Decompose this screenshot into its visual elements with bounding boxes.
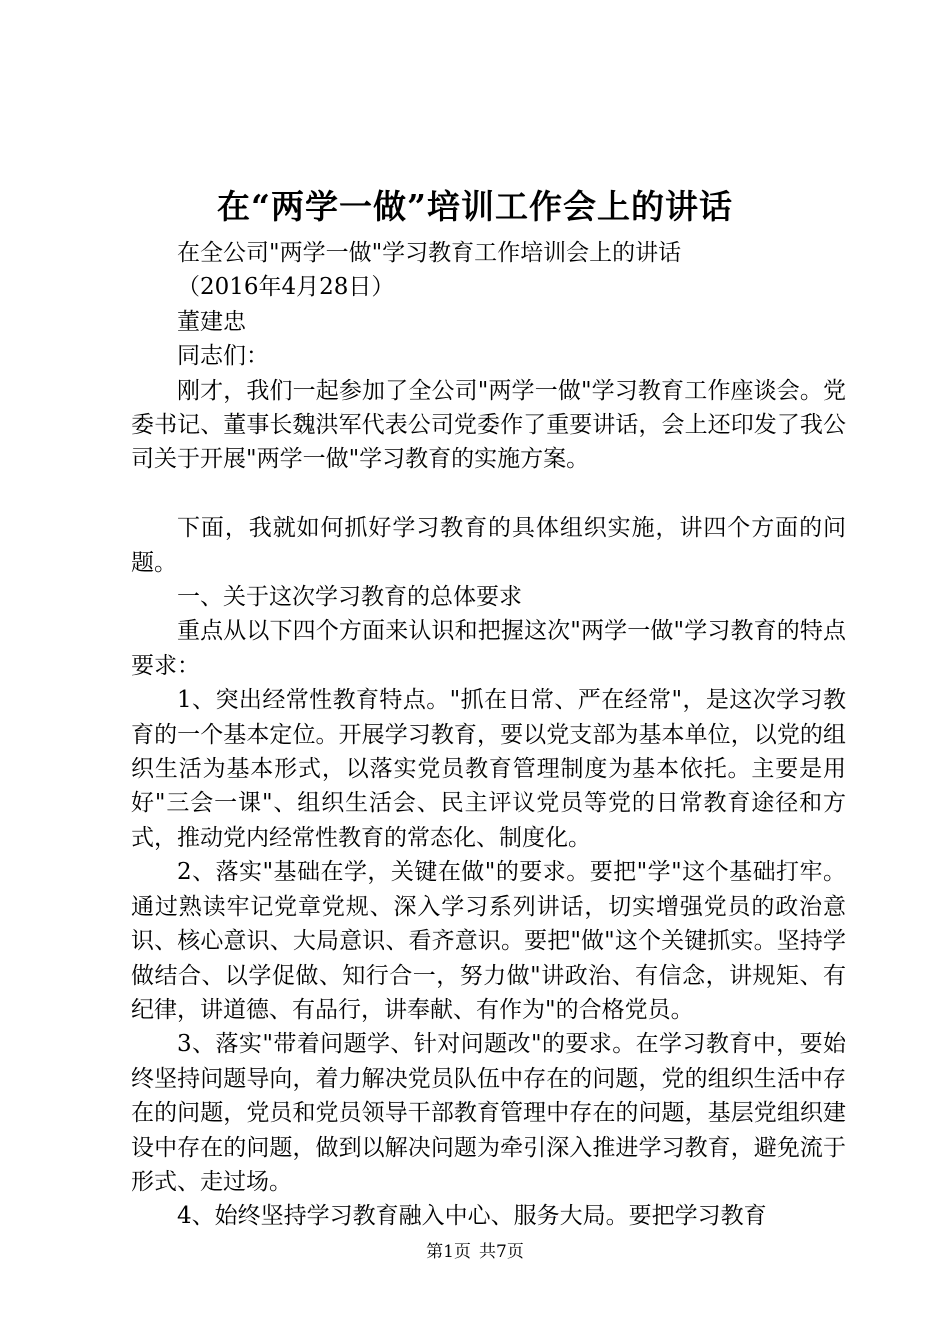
- speech-date: （2016年4月28日）: [177, 274, 395, 301]
- document-title: 在“两学一做”培训工作会上的讲话: [217, 187, 733, 226]
- speaker-name: 董建忠: [177, 308, 246, 335]
- speech-subtitle: 在全公司"两学一做"学习教育工作培训会上的讲话: [177, 240, 682, 266]
- page-footer: [0, 1240, 950, 1264]
- paragraph-item-3: 3、落实"带着问题学、针对问题改"的要求。在学习教育中，要始终坚持问题导向，着力解决党员队伍中存在的问题，党的组织生活中存在的问题，党员和党员领导干部教育管理中存在的问题，基层党组织建设中存在的问题，做到以解决问题为牵引深入推进学习教育，避免流于形式、走过场。: [131, 1031, 846, 1195]
- page-total: 共7页: [479, 1242, 524, 1262]
- paragraph-intro: 刚才，我们一起参加了全公司"两学一做"学习教育工作座谈会。党委书记、董事长魏洪军代表公司党委作了重要讲话，会上还印发了我公司关于开展"两学一做"学习教育的实施方案。: [131, 377, 846, 473]
- paragraph-requirements: 重点从以下四个方面来认识和把握这次"两学一做"学习教育的特点要求：: [131, 618, 846, 679]
- paragraph-item-2: 2、落实"基础在学，关键在做"的要求。要把"学"这个基础打牢。通过熟读牢记党章党规、深入学习系列讲话，切实增强党员的政治意识、核心意识、大局意识、看齐意识。要把"做"这个关键抓实。坚持学做结合、以学促做、知行合一，努力做"讲政治、有信念，讲规矩、有纪律，讲道德、有品行，讲奉献、有作为"的合格党员。: [131, 859, 846, 1023]
- paragraph-item-1: 1、突出经常性教育特点。"抓在日常、严在经常"，是这次学习教育的一个基本定位。开展学习教育，要以党支部为基本单位，以党的组织生活为基本形式，以落实党员教育管理制度为基本依托。主要是用好"三会一课"、组织生活会、民主评议党员等党的日常教育途径和方式，推动党内经常性教育的常态化、制度化。: [131, 687, 846, 851]
- page-number: 第1页: [426, 1242, 471, 1262]
- salutation: 同志们：: [177, 343, 269, 370]
- paragraph-item-4: 4、始终坚持学习教育融入中心、服务大局。要把学习教育: [177, 1203, 767, 1230]
- paragraph-overview: 下面，我就如何抓好学习教育的具体组织实施，讲四个方面的问题。: [131, 515, 846, 576]
- section-heading-1: 一、关于这次学习教育的总体要求: [177, 584, 522, 611]
- paragraph-gap: [131, 477, 846, 511]
- document-body: [131, 236, 846, 1234]
